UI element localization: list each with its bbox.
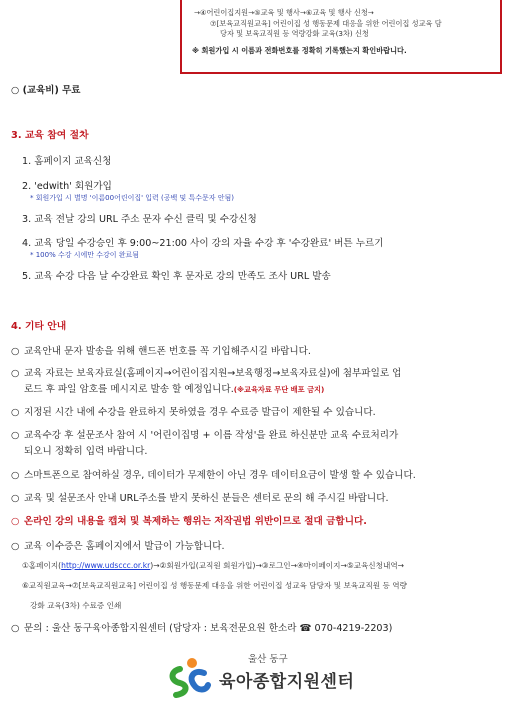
info-item: ○ 교육안내 문자 발송을 위해 핸드폰 번호를 꼭 기입해주시길 바랍니다. [11,346,311,357]
bullet-icon: ○ [11,368,20,379]
bullet-icon: ○ [11,516,20,527]
info-item: ○ 교육 이수증은 홈페이지에서 발급이 가능합니다. [11,541,225,552]
section-title-procedure: 3. 교육 참여 절차 [11,130,89,141]
procedure-note: * 100% 수강 시에만 수강이 완료됨 [30,251,140,259]
bullet-icon: ○ [11,470,20,481]
warning-note: ※ 회원가입 시 이름과 전화번호를 정확히 기록했는지 확인바랍니다. [192,45,407,55]
info-item: ○ 지정된 시간 내에 수강을 완료하지 못하였을 경우 수료증 발급이 제한될 수 있습니다. [11,407,376,418]
bullet-icon: ○ [11,407,20,418]
certificate-steps: 강화 교육(3차) 수료증 인쇄 [30,601,122,610]
bullet-icon: ○ [11,623,20,634]
procedure-step: 5. 교육 수강 다음 날 수강완료 확인 후 문자로 강의 만족도 조사 URL 발송 [22,271,331,282]
info-item: ○ 교육 자료는 보육자료실(홈페이지→어린이집지원→보육행정→보육자료실)에 첨부파일로 업 [11,368,402,379]
procedure-step: 2. 'edwith' 회원가입 [22,181,112,192]
contact-line: ○ 문의 : 울산 동구육아종합지원센터 (담당자 : 보육전문요원 한소라 ☎ 070-4219-2203) [11,623,393,634]
procedure-step: 3. 교육 전날 강의 URL 주소 문자 수신 클릭 및 수강신청 [22,214,257,225]
certificate-steps: ⑥교직원교육→⑦[보육교직원교육] 어린이집 성 행동문제 대응을 위한 어린이집 성교육 담당자 및 보육교직원 등 역량 [22,581,407,590]
bullet-icon: ○ [11,541,20,552]
info-item: ○ 교육 및 설문조사 안내 URL주소를 받지 못하신 분들은 센터로 문의 해 주시길 바랍니다. [11,493,389,504]
instruction-line: ⑦[보육교직원교육] 어린이집 성 행동문제 대응을 위한 어린이집 성교육 담 [210,18,442,28]
instruction-line: 당자 및 보육교직원 등 역량강화 교육(3차) 신청 [220,29,369,38]
instruction-box [180,0,502,74]
procedure-note: * 회원가입 시 별명 '이름00어린이집' 입력 (공백 및 특수문자 안됨) [30,194,235,202]
bullet-icon: ○ [11,430,20,441]
bullet-icon: ○ [11,493,20,504]
instruction-line: →④어린이집지원→⑤교육 및 행사→⑥교육 및 행사 신청→ [194,8,374,17]
certificate-steps: ①홈페이지(http://www.udsccc.or.kr)→②회원가입(교직원 회원가입)→③로그인→④마이페이지→⑤교육신청내역→ [22,561,405,570]
procedure-step: 1. 홈페이지 교육신청 [22,156,112,167]
bullet-icon: ○ [11,346,20,357]
section-title-other-info: 4. 기타 안내 [11,321,67,332]
logo-name: 육아종합지원센터 [219,672,355,692]
info-item: ○ 교육수강 후 설문조사 참여 시 '어린이집명 + 이름 작성'을 완료 하신분만 교육 수료처리가 [11,430,399,441]
center-logo [166,651,366,707]
procedure-step: 4. 교육 당일 수강승인 후 9:00~21:00 사이 강의 자율 수강 후 '수강완료' 버튼 누르기 [22,238,384,249]
center-logo-icon [166,655,212,699]
logo-region: 울산 동구 [248,654,288,665]
info-item: ○ 스마트폰으로 참여하실 경우, 데이터가 무제한이 아닌 경우 데이터요금이 발생 할 수 있습니다. [11,470,416,481]
copyright-warning: ○ 온라인 강의 내용을 캡쳐 및 복제하는 행위는 저작권법 위반이므로 절대 금합니다. [11,516,367,527]
distribution-warning: (※교육자료 무단 배포 금지) [233,385,325,394]
info-item-continuation: 로드 후 파일 암호를 메시지로 발송 할 예정입니다.(※교육자료 무단 배포 금지) [24,384,325,395]
fee-line: ○ (교육비) 무료 [11,85,81,96]
info-item-continuation: 되오니 정확히 입력 바랍니다. [24,446,148,457]
homepage-link[interactable]: http://www.udsccc.or.kr [61,561,151,570]
